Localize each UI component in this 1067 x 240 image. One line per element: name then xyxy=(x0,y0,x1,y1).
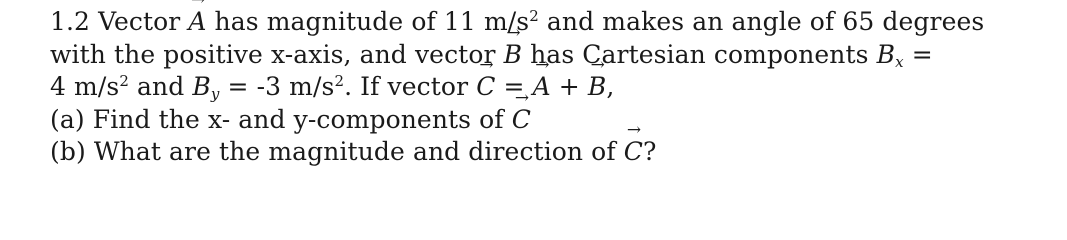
text-segment: 4 m/s xyxy=(50,72,120,101)
problem-line-5 xyxy=(50,136,1050,169)
vector-a-symbol: → A xyxy=(188,6,206,39)
problem-line-1 xyxy=(50,6,1050,39)
vector-b-symbol: → B xyxy=(504,39,522,72)
text-segment: and xyxy=(128,72,193,101)
vector-c-symbol: → C xyxy=(476,71,495,104)
text-segment: has magnitude of 11 m/s xyxy=(206,7,530,36)
exponent: 2 xyxy=(334,72,345,90)
text-segment: = xyxy=(903,39,933,69)
text-segment: has Cartesian components xyxy=(522,39,877,69)
text-segment: with the positive x-axis, and vector xyxy=(50,39,504,69)
exponent: 2 xyxy=(529,7,539,25)
subscript: y xyxy=(210,85,220,103)
text-segment: (a) Find the x- and y-components of xyxy=(50,104,512,134)
problem-line-2 xyxy=(50,39,1050,72)
vector-c-symbol: → C xyxy=(624,136,643,169)
text-segment: 1.2 Vector xyxy=(50,7,189,36)
vector-a-symbol: → A xyxy=(533,71,551,104)
text-segment: = xyxy=(495,72,533,101)
text-segment: + xyxy=(550,72,588,101)
exponent: 2 xyxy=(119,72,129,90)
problem-line-4 xyxy=(50,104,1050,137)
text-segment: (b) What are the magnitude and direction of xyxy=(50,137,624,166)
vector-c-symbol: → C xyxy=(512,104,531,137)
text-segment: = -3 m/s xyxy=(219,72,335,101)
text-segment: and makes an angle of 65 degrees xyxy=(538,7,985,36)
component-symbol: B xyxy=(876,39,896,69)
subscript: x xyxy=(895,52,904,71)
vector-b-symbol: → B xyxy=(588,71,606,104)
component-symbol: B xyxy=(192,72,211,101)
problem-line-3 xyxy=(50,71,1050,104)
text-segment: , xyxy=(606,72,615,101)
text-segment: ? xyxy=(642,137,657,166)
problem-statement xyxy=(50,6,1050,169)
text-segment: . If vector xyxy=(344,72,477,101)
